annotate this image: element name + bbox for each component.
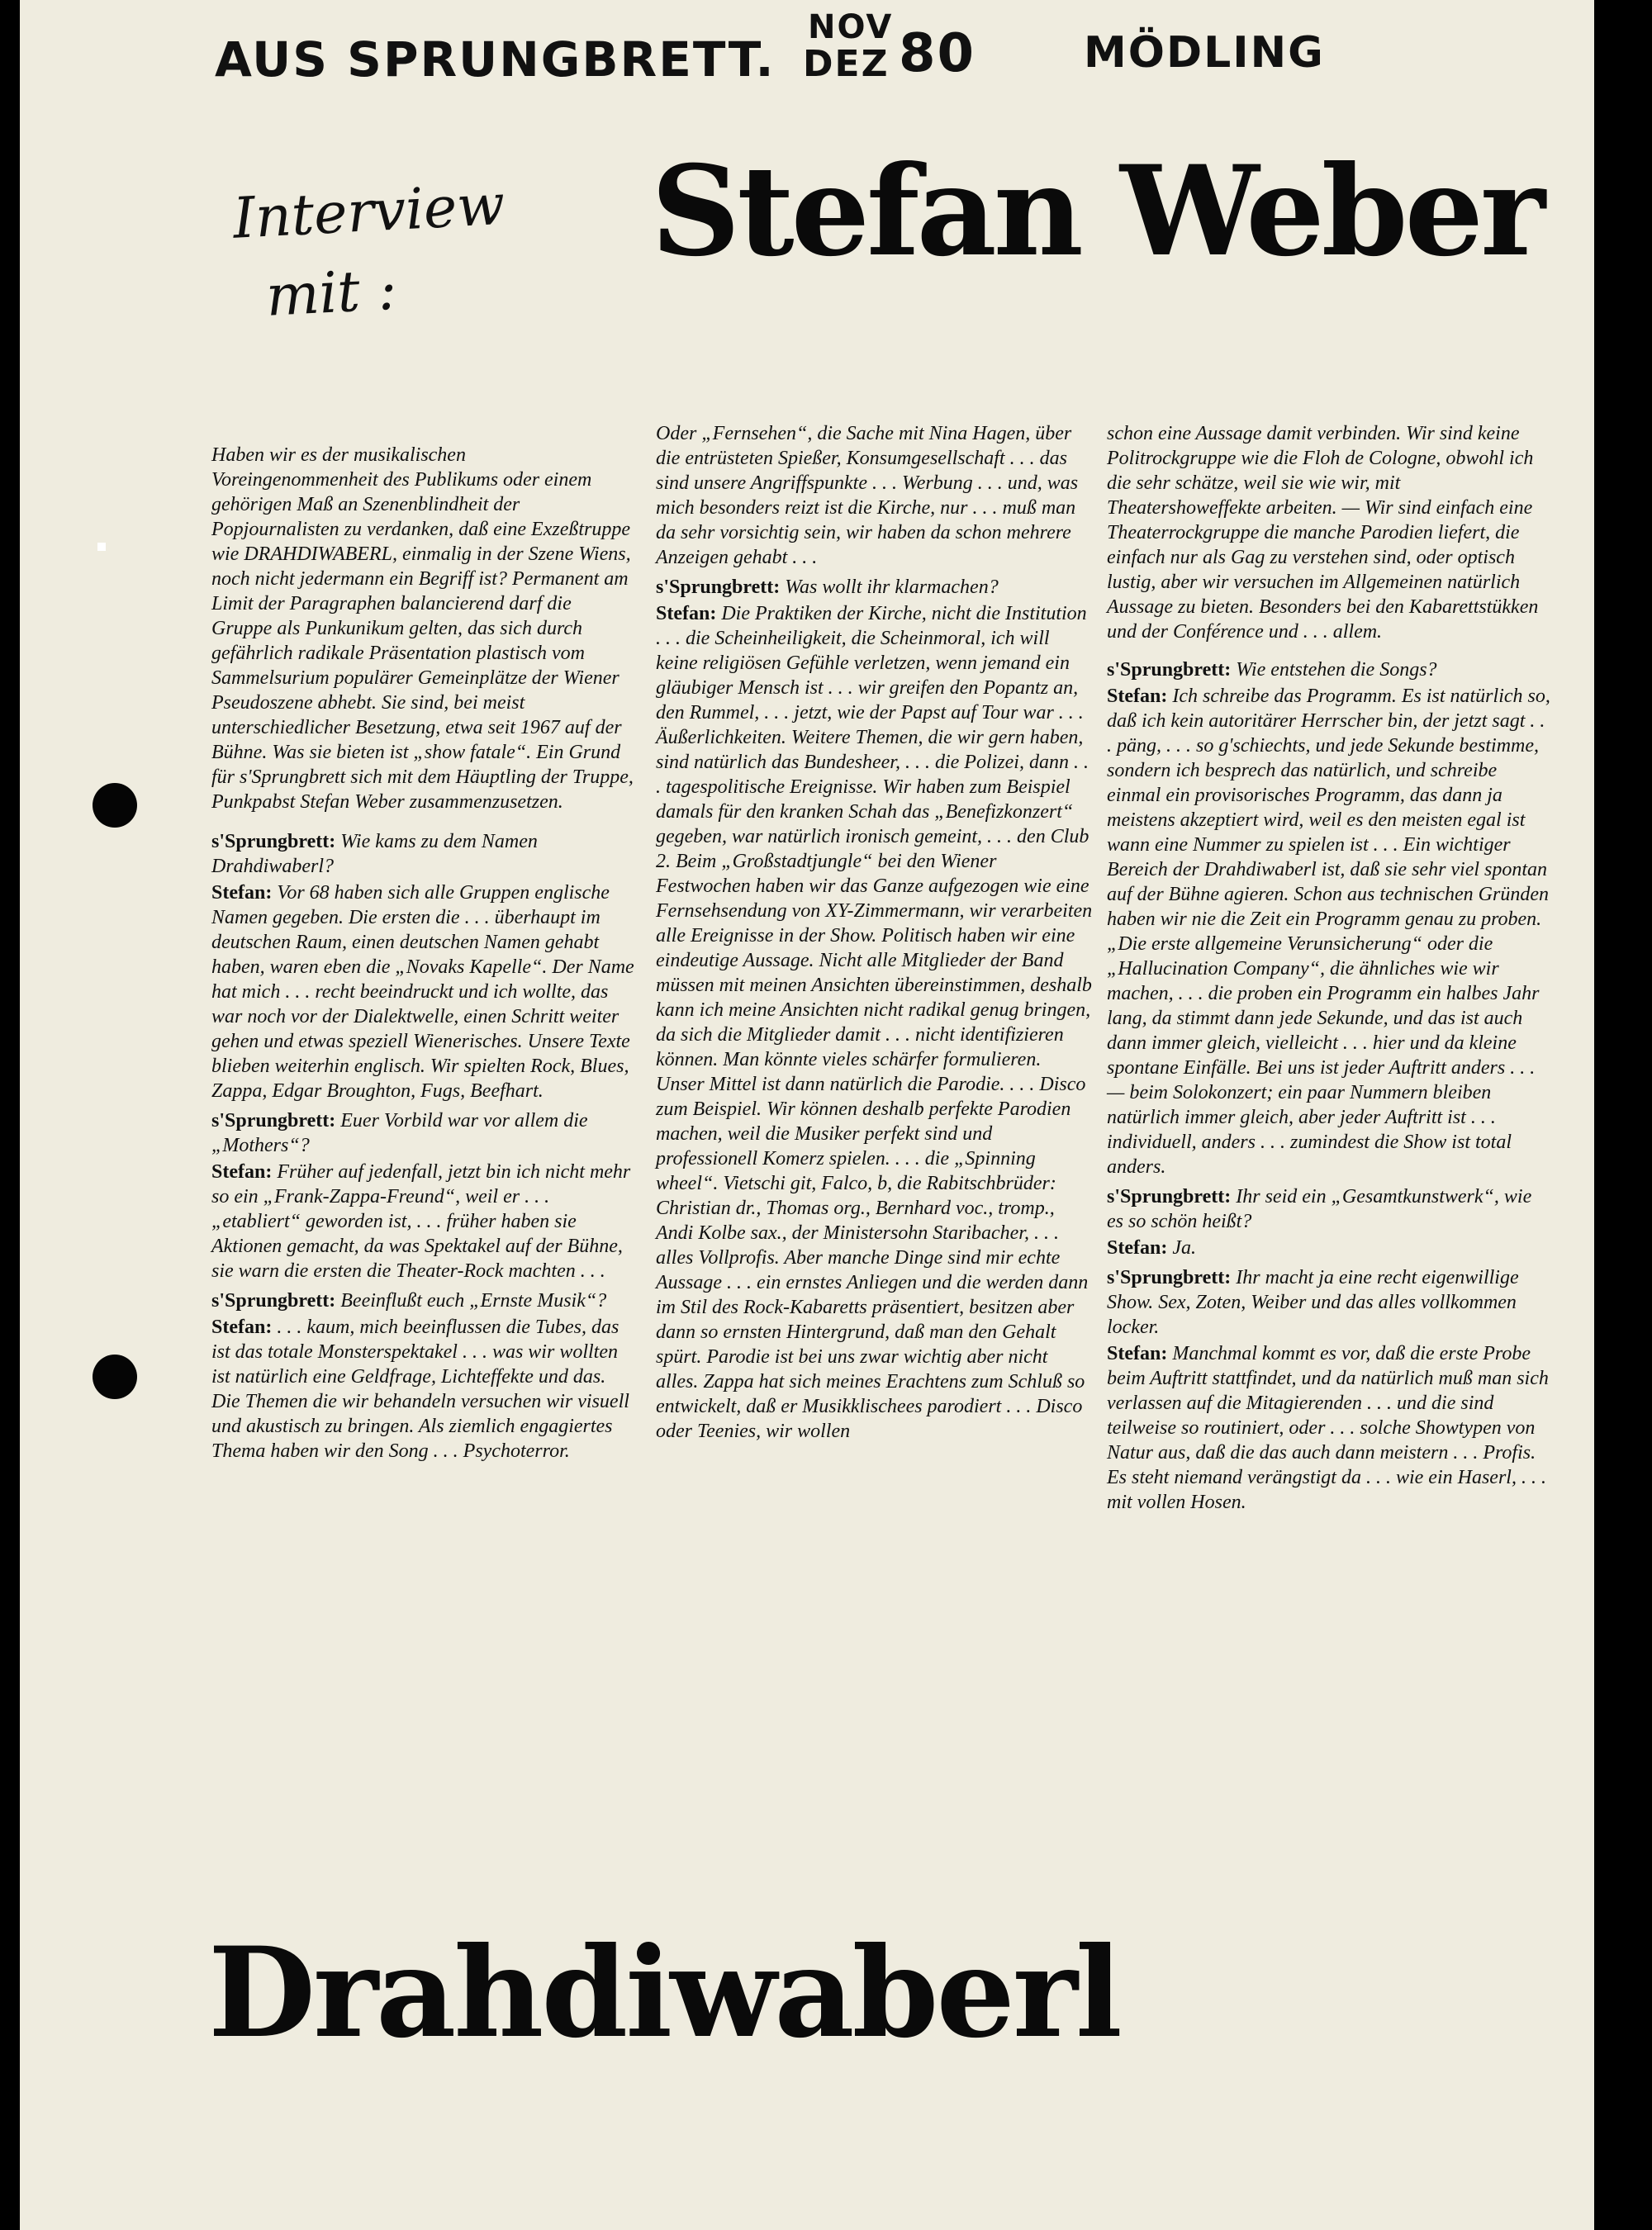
interviewee-label: Stefan: bbox=[211, 1161, 273, 1183]
answer-text: Die Praktiken der Kirche, nicht die Institution . . . die Scheinheiligkeit, die Scheinmoral, ich will keine religiösen Gefühle verletzen, wenn jemand ein gläubiger Mensch ist . . . wir greifen den Popantz an, den Rummel, . . . jetzt, wie der Papst auf Tour war . . . Äußerlichkeiten. Weitere Themen, die wir gern haben, sind natürlich das Bundesheer, . . . die Polizei, dann . . . tagespolitische Ereignisse. Wir haben zum Beispiel damals für den kranken Schah das „Benefizkonzert“ gegeben, war natürlich ironisch gemeint, . . . den Club 2. Beim „Großstadtjungle“ bei den Wiener Festwochen haben wir das Ganze aufgezogen wie eine Fernsehsendung von XY-Zimmermann, wir verarbeiten alle Ereignisse in der Show. Politisch haben wir eine eindeutige Aussage. Nicht alle Mitglieder der Band müssen mit meinen Ansichten übereinstimmen, deshalb kann ich meine Ansichten nicht radikal genug bringen, da sich die Mitglieder damit . . . nicht identifizieren können. Man könnte vieles schärfer formulieren. Unser Mittel ist dann natürlich die Parodie. . . . Disco zum Beispiel. Wir können deshalb perfekte Parodien machen, weil die Musiker perfekt sind und professionell Komerz spielen. . . . die „Spinning wheel“. Vietschi git, Falco, b, die Rabitschbrüder: Christian dr., Thomas org., Bernhard voc., tromp., Andi Kolbe sax., der Ministersohn Staribacher, . . . alles Vollprofis. Aber manche Dinge sind mir echte Aussage . . . ein ernstes Anliegen und die werden dann im Stil des Rock-Kabaretts präsentiert, besitzen aber dann so ernsten Hintergrund, daß man den Gehalt spürt. Parodie ist bei uns zwar wichtig aber nicht alles. Zappa hat sich meines Erachtens zum Schluß so entwickelt, daß er Musikklischees parodiert . . . Disco oder Teenies, wir wollen bbox=[656, 603, 1093, 1442]
handwritten-month-crossed: NOV bbox=[808, 8, 894, 46]
handwritten-note-line1: Interview bbox=[231, 172, 507, 252]
interviewee-label: Stefan: bbox=[211, 1317, 273, 1338]
answer-text: Ja. bbox=[1172, 1237, 1196, 1259]
interviewer-label: s'Sprungbrett: bbox=[1107, 659, 1232, 681]
continued-answer-text: schon eine Aussage damit verbinden. Wir sind keine Politrockgruppe wie die Floh de Cologne, obwohl ich die sehr schätze, weil sie wie wir, mit Theatershoweffekte arbeiten. — Wir sind einfach eine Theaterrockgruppe die manche Parodien liefert, die einfach nur als Gag zu verstehen sind, oder optisch lustig, aber wir versuchen im Allgemeinen natürlich Aussage zu bieten. Besonders bei den Kabarettstükken und der Conférence und . . . allem. bbox=[1107, 423, 1539, 643]
interviewer-label: s'Sprungbrett: bbox=[211, 831, 336, 852]
continued-answer-text: Oder „Fernsehen“, die Sache mit Nina Hagen, über die entrüsteten Spießer, Konsumgesellschaft . . . das sind unsere Angriffspunkte . . . Werbung . . . und, was mich besonders reizt ist die Kirche, nur . . . muß man da sehr vorsichtig sein, wir haben da schon mehrere Anzeigen gehabt . . . bbox=[656, 423, 1079, 568]
answer-text: Ich schreibe das Programm. Es ist natürlich so, daß ich kein autoritärer Herrscher bin, der jetzt sagt . . . päng, . . . so g'schiechts, und jede Sekunde bestimme, sondern ich besprech das natürlich, und schreibe einmal ein provisorisches Programm, das dann ja meistens akzeptiert wird, weil es den meisten egal ist wann eine Nummer zu spielen ist . . . Ein wichtiger Bereich der Drahdiwaberl ist, daß sie sehr viel spontan auf der Bühne agieren. Schon aus technischen Gründen haben wir nie die Zeit ein Programm genau zu proben. „Die erste allgemeine Verunsicherung“ oder die „Hallucination Company“, die ähnliches wie wir machen, . . . die proben ein Programm ein halbes Jahr lang, da stimmt dann jede Sekunde, und das ist auch dann immer gleich, vielleicht . . . hier und da kleine spontane Einfälle. Bei uns ist jeder Auftritt anders . . . — beim Solokonzert; ein paar Nummern bleiben natürlich immer gleich, aber jeder Auftritt ist . . . individuell, anders . . . zumindest die Show ist total anders. bbox=[1107, 686, 1550, 1178]
question-text: Was wollt ihr klarmachen? bbox=[785, 576, 999, 598]
scan-speck bbox=[97, 543, 106, 551]
article-intro: Haben wir es der musikalischen Voreingenommenheit des Publikums oder einem gehörigen Maß an Szenenblindheit der Popjournalisten zu verdanken, daß eine Exzeßtruppe wie DRAHDIWABERL, einmalig in der Szene Wiens, noch nicht jedermann ein Begriff ist? Permanent am Limit der Paragraphen balancierend darf die Gruppe als Punkunikum gelten, das sich durch gefährlich radikale Präsentation plastisch vom Sammelsurium populärer Gemeinplätze der Wiener Pseudoszene abhebt. Sie sind, bei meist unterschiedlicher Besetzung, etwa seit 1967 auf der Bühne. Was sie bieten ist „show fatale“. Ein Grund für s'Sprungbrett sich mit dem Häuptling der Truppe, Punkpabst Stefan Weber zusammenzusetzen. bbox=[211, 444, 634, 813]
interviewer-label: s'Sprungbrett: bbox=[211, 1290, 336, 1312]
question-text: Wie kams zu dem Namen Drahdiwaberl? bbox=[211, 831, 538, 877]
punch-hole-top bbox=[93, 783, 137, 828]
band-title: Drahdiwaberl bbox=[208, 1920, 1120, 2066]
article-column-1 bbox=[211, 443, 636, 1468]
handwritten-source: AUS SPRUNGBRETT. bbox=[215, 31, 776, 88]
interviewee-label: Stefan: bbox=[1107, 1237, 1168, 1259]
interviewer-label: s'Sprungbrett: bbox=[1107, 1267, 1232, 1288]
handwritten-year: 80 bbox=[899, 23, 976, 84]
answer-text: Manchmal kommt es vor, daß die erste Probe beim Auftritt stattfindet, und da natürlich muß man sich verlassen auf die Mitagierenden . . . und die sind teilweise so routiniert, oder . . . solche Showtypen von Natur aus, daß die das auch dann meistern . . . Profis. Es steht niemand verängstigt da . . . wie ein Haserl, . . . mit vollen Hosen. bbox=[1107, 1343, 1549, 1513]
interviewer-label: s'Sprungbrett: bbox=[211, 1110, 336, 1132]
qa-block-4 bbox=[656, 575, 1094, 1444]
handwritten-place: MÖDLING bbox=[1084, 28, 1325, 78]
qa-block-1 bbox=[211, 829, 636, 1103]
question-text: Euer Vorbild war vor allem die „Mothers“? bbox=[211, 1110, 588, 1156]
qa-block-6 bbox=[1107, 1184, 1553, 1260]
interviewee-label: Stefan: bbox=[1107, 1343, 1168, 1364]
interviewee-label: Stefan: bbox=[211, 882, 273, 904]
interviewer-label: s'Sprungbrett: bbox=[1107, 1186, 1232, 1208]
punch-hole-bottom bbox=[93, 1355, 137, 1399]
qa-block-2 bbox=[211, 1108, 636, 1283]
handwritten-header bbox=[215, 8, 1487, 88]
qa-block-5 bbox=[1107, 657, 1553, 1179]
article-column-3 bbox=[1107, 421, 1553, 1520]
handwritten-month: DEZ bbox=[803, 43, 890, 85]
answer-text: Vor 68 haben sich alle Gruppen englische Namen gegeben. Die ersten die . . . überhaupt im deutschen Raum, einen deutschen Namen gehabt haben, waren eben die „Novaks Kapelle“. Der Name hat mich . . . recht beeindruckt und ich wollte, das war noch vor der Dialektwelle, einen Schritt weiter gehen und etwas speziell Wienerisches. Unsere Texte blieben weiterhin englisch. Wir spielten Rock, Blues, Zappa, Edgar Broughton, Fugs, Beefhart. bbox=[211, 882, 634, 1102]
interviewee-label: Stefan: bbox=[1107, 686, 1168, 707]
answer-text: Früher auf jedenfall, jetzt bin ich nicht mehr so ein „Frank-Zappa-Freund“, weil er . . . „etabliert“ geworden ist, . . . früher haben sie Aktionen gemacht, da was Spektakel auf der Bühne, sie warn die ersten die Theater-Rock machten . . . bbox=[211, 1161, 631, 1282]
question-text: Wie entstehen die Songs? bbox=[1236, 659, 1437, 681]
interviewer-label: s'Sprungbrett: bbox=[656, 576, 781, 598]
interviewee-label: Stefan: bbox=[656, 603, 717, 624]
handwritten-note bbox=[233, 172, 547, 353]
question-text: Beeinflußt euch „Ernste Musik“? bbox=[340, 1290, 607, 1312]
question-text: Ihr seid ein „Gesamtkunstwerk“, wie es so schön heißt? bbox=[1107, 1186, 1532, 1232]
qa-block-7 bbox=[1107, 1265, 1553, 1515]
handwritten-note-line2: mit : bbox=[264, 257, 399, 330]
scanned-page bbox=[20, 0, 1594, 2230]
page-headline: Stefan Weber bbox=[651, 139, 1543, 284]
answer-text: . . . kaum, mich beeinflussen die Tubes, das ist das totale Monsterspektakel . . . was wir wollten ist natürlich eine Geldfrage, Lichteffekte und das. Die Themen die wir behandeln versuchen wir visuell und akustisch zu bringen. Als ziemlich engagiertes Thema haben wir den Song . . . Psychoterror. bbox=[211, 1317, 629, 1462]
qa-block-3 bbox=[211, 1288, 636, 1464]
article-column-2 bbox=[656, 421, 1094, 1449]
question-text: Ihr macht ja eine recht eigenwillige Show. Sex, Zoten, Weiber und das alles vollkommen locker. bbox=[1107, 1267, 1519, 1338]
